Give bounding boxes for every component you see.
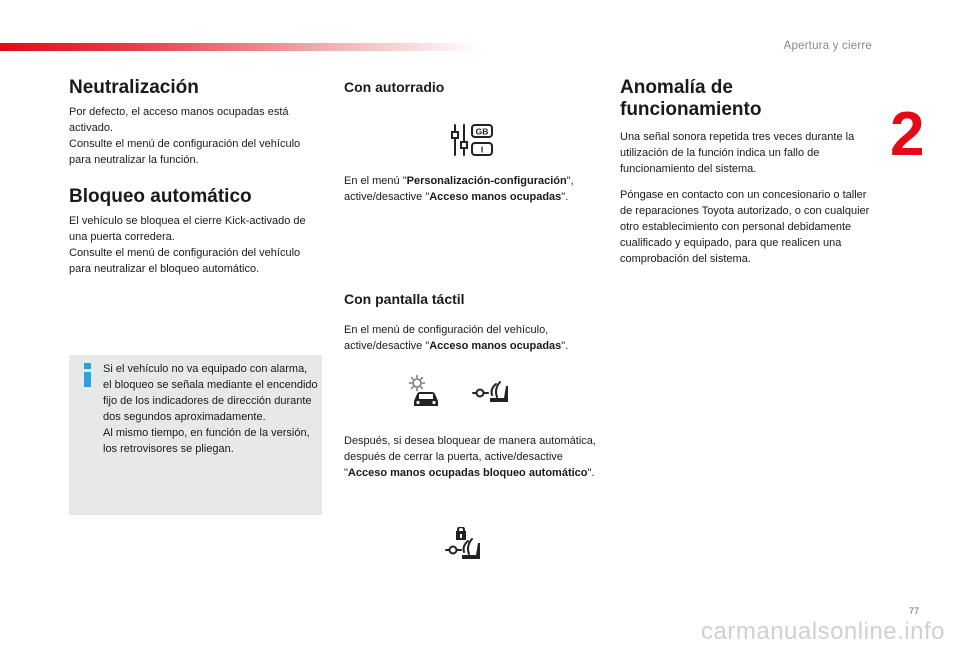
paragraph: Al mismo tiempo, en función de la versión, los retrovisores se pliegan.	[103, 427, 310, 455]
info-icon	[82, 363, 92, 389]
paragraph	[344, 173, 606, 205]
radio-gb-label: GB	[475, 126, 489, 137]
option-name: Acceso manos ocupadas	[429, 191, 562, 203]
option-name: Acceso manos ocupadas bloqueo automático	[347, 467, 588, 479]
heading-con-autorradio: Con autorradio	[344, 79, 445, 95]
text: En el menú "	[344, 175, 407, 187]
paragraph: Si el vehículo no va equipado con alarma, el bloqueo se señala mediante el encendido fijo de los indicadores de dirección durante dos segundos aproximadamente.	[103, 363, 318, 423]
middle-column-top	[344, 78, 606, 96]
auto-lock-instructions	[344, 433, 606, 481]
option-name: Acceso manos ocupadas	[429, 340, 562, 352]
heading-con-pantalla-tactil: Con pantalla táctil	[344, 291, 465, 307]
text: ".	[561, 191, 569, 203]
radio-i-label: I	[480, 144, 484, 155]
radio-instructions	[344, 173, 606, 205]
paragraph: Por defecto, el acceso manos ocupadas está activado.	[69, 106, 289, 134]
watermark: carmanualsonline.info	[701, 618, 945, 645]
car-settings-icon	[408, 374, 442, 408]
info-box	[69, 355, 322, 515]
menu-name: Personalización-configuración	[406, 175, 567, 187]
paragraph	[344, 433, 606, 481]
hands-free-lock-icon	[445, 527, 481, 561]
paragraph: El vehículo se bloquea el cierre Kick-activado de una puerta corredera.	[69, 215, 306, 243]
paragraph	[344, 322, 606, 354]
left-column	[69, 77, 325, 277]
text: ", active/desactive "	[344, 175, 574, 203]
page-number: 77	[908, 606, 919, 616]
text: ".	[561, 340, 569, 352]
text: Después, si desea bloquear de manera automática, después de cerrar la puerta, active/desactive "	[344, 435, 596, 479]
heading-bloqueo-automatico: Bloqueo automático	[69, 186, 252, 207]
paragraph: Consulte el menú de configuración del vehículo para neutralizar la función.	[69, 138, 301, 166]
heading-anomalia: Anomalía de funcionamiento	[620, 77, 762, 120]
paragraph: Consulte el menú de configuración del vehículo para neutralizar el bloqueo automático.	[69, 247, 301, 275]
touch-section	[344, 290, 606, 354]
text: En el menú de configuración del vehículo, active/desactive "	[344, 324, 549, 352]
text: ".	[587, 467, 595, 479]
info-text	[103, 361, 318, 457]
paragraph: Póngase en contacto con un concesionario o taller de reparaciones Toyota autorizado, o con cualquier otro establecimiento con personal debidamente cualificado y equipado, para que realicen una comprobación del sistema.	[620, 189, 870, 265]
chapter-number: 2	[890, 100, 925, 169]
hands-free-access-icon	[472, 378, 510, 404]
section-title: Apertura y cierre	[783, 40, 872, 52]
radio-settings-icon	[451, 123, 495, 157]
header-accent-bar	[0, 43, 480, 51]
heading-neutralizacion: Neutralización	[69, 77, 199, 98]
paragraph: Una señal sonora repetida tres veces durante la utilización de la función indica un fallo de funcionamiento del sistema.	[620, 131, 855, 175]
right-column	[620, 77, 878, 267]
